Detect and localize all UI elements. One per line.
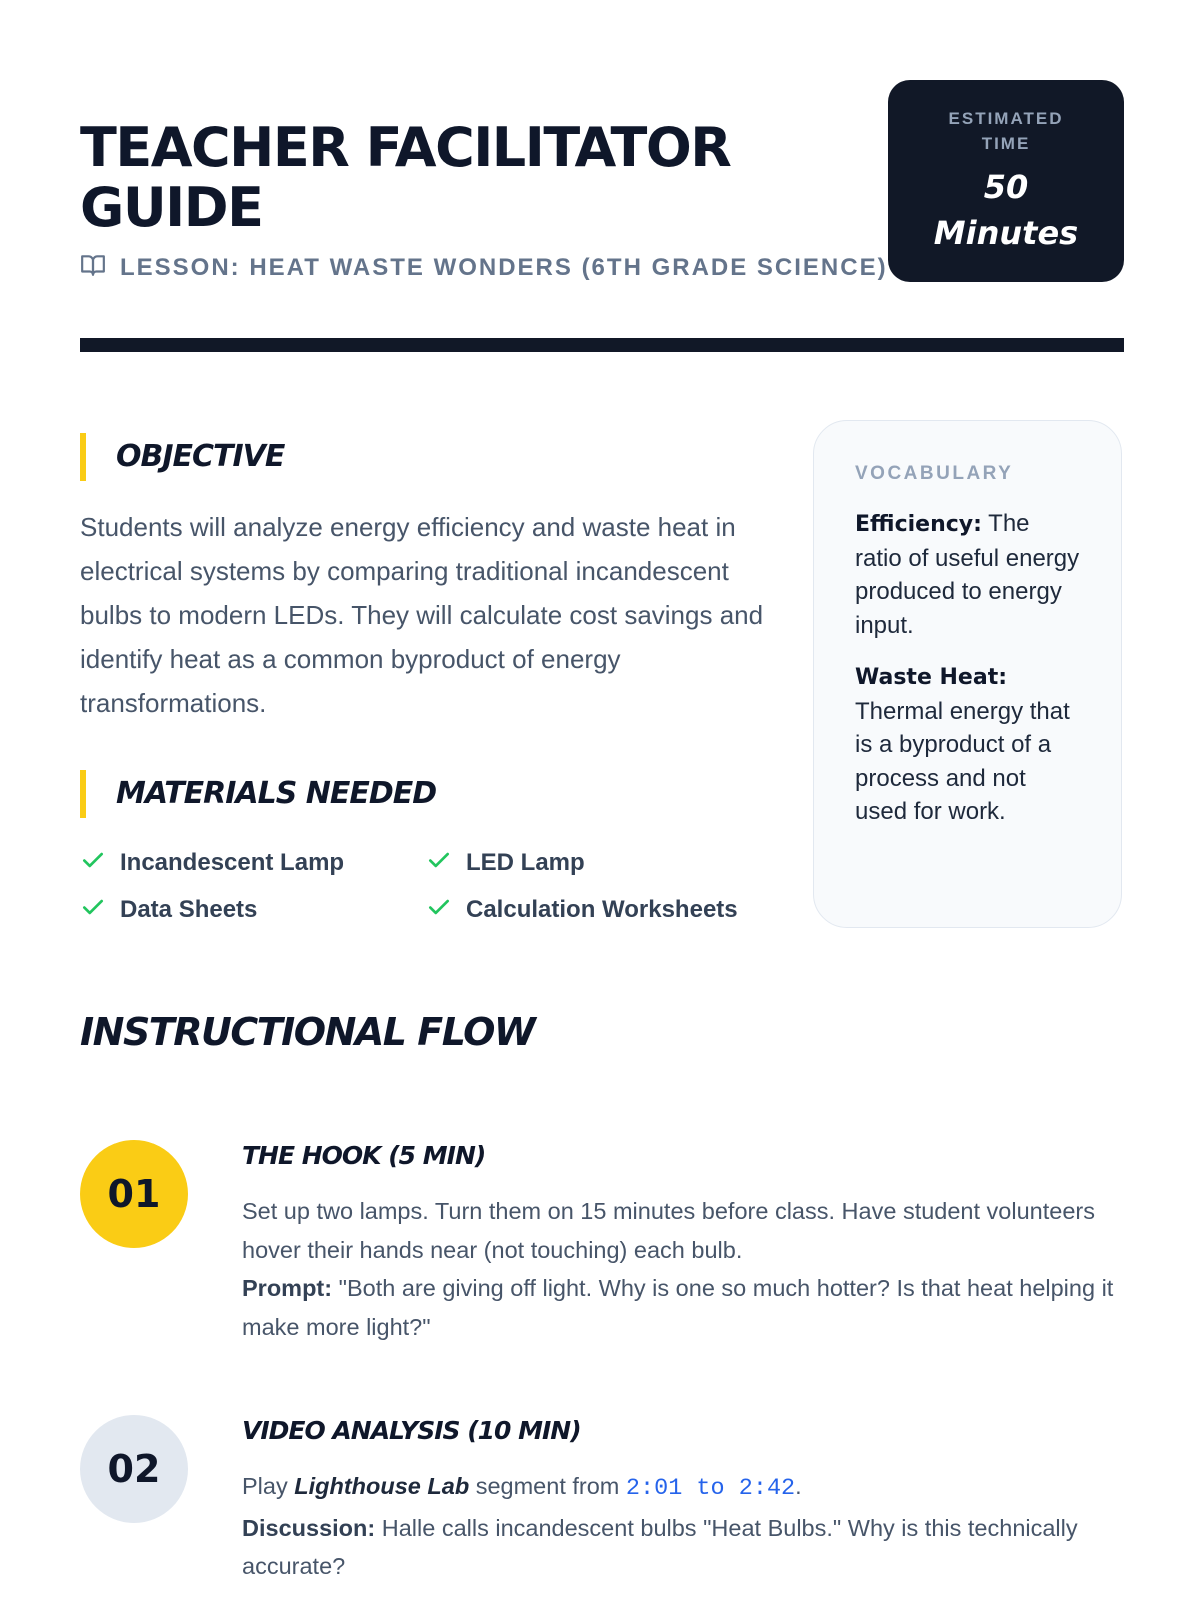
step-number-badge: 02 [80,1415,188,1523]
step-description [242,1192,1142,1346]
vocab-term: Waste Heat: [855,665,1008,690]
estimated-time-value: 50 Minutes [933,168,1079,252]
page-title: TEACHER FACILITATOR GUIDE [80,116,731,239]
vocab-term: Efficiency: [855,512,982,537]
check-icon [426,847,452,880]
estimated-time-label: ESTIMATED TIME [948,109,1064,153]
material-item [80,846,426,880]
vocabulary-card [813,420,1122,928]
objective-heading: OBJECTIVE [80,433,284,481]
check-icon [426,894,452,927]
estimated-time-badge [888,80,1124,282]
check-icon [80,894,106,927]
vocab-entry [855,660,1081,829]
discussion-text: Halle calls incandescent bulbs "Heat Bulbs." Why is this technically accurate? [242,1514,1078,1579]
discussion-label: Discussion: [242,1514,376,1541]
material-item [426,893,770,927]
play-prefix: Play [242,1473,288,1499]
step-title: THE HOOK (5 MIN) [242,1141,486,1170]
material-label: Incandescent Lamp [120,849,345,876]
materials-heading: MATERIALS NEEDED [80,770,436,818]
book-open-icon [80,252,106,285]
prompt-text: "Both are giving off light. Why is one so much hotter? Is that heat helping it make more light?" [242,1275,1114,1340]
prompt-label: Prompt: [242,1275,333,1301]
step-text: Set up two lamps. Turn them on 15 minutes before class. Have student volunteers hover their hands near (not touching) each bulb. [242,1198,1095,1263]
objective-text: Students will analyze energy efficiency and waste heat in electrical systems by comparing traditional incandescent bulbs to modern LEDs. They will calculate cost savings and identify heat as a common byproduct of energy transformations. [80,512,764,718]
step-number-badge: 01 [80,1140,188,1248]
materials-list [80,846,770,927]
check-icon [80,847,106,880]
material-label: LED Lamp [466,849,585,876]
lesson-subtitle [80,253,888,283]
vocabulary-title: VOCABULARY [855,463,1014,484]
vocab-definition: Thermal energy that is a byproduct of a process and not used for work. [855,697,1070,825]
material-label: Calculation Worksheets [466,896,738,923]
lesson-label: LESSON: HEAT WASTE WONDERS (6TH GRADE SCIENCE) [120,254,888,281]
step-title: VIDEO ANALYSIS (10 MIN) [242,1416,581,1445]
segment-text: segment from [475,1473,620,1499]
material-item [80,893,426,927]
material-item [426,846,770,880]
vocab-entry [855,507,1081,642]
vocab-definition: The ratio of useful energy produced to energy input. [855,510,1080,639]
show-name: Lighthouse Lab [294,1473,470,1499]
sentence-period: . [795,1473,802,1499]
instructional-flow-heading: INSTRUCTIONAL FLOW [80,1010,535,1054]
header-divider [80,338,1124,352]
material-label: Data Sheets [120,896,258,923]
video-timecode: 2:01 to 2:42 [625,1475,796,1502]
step-description [242,1467,1142,1586]
